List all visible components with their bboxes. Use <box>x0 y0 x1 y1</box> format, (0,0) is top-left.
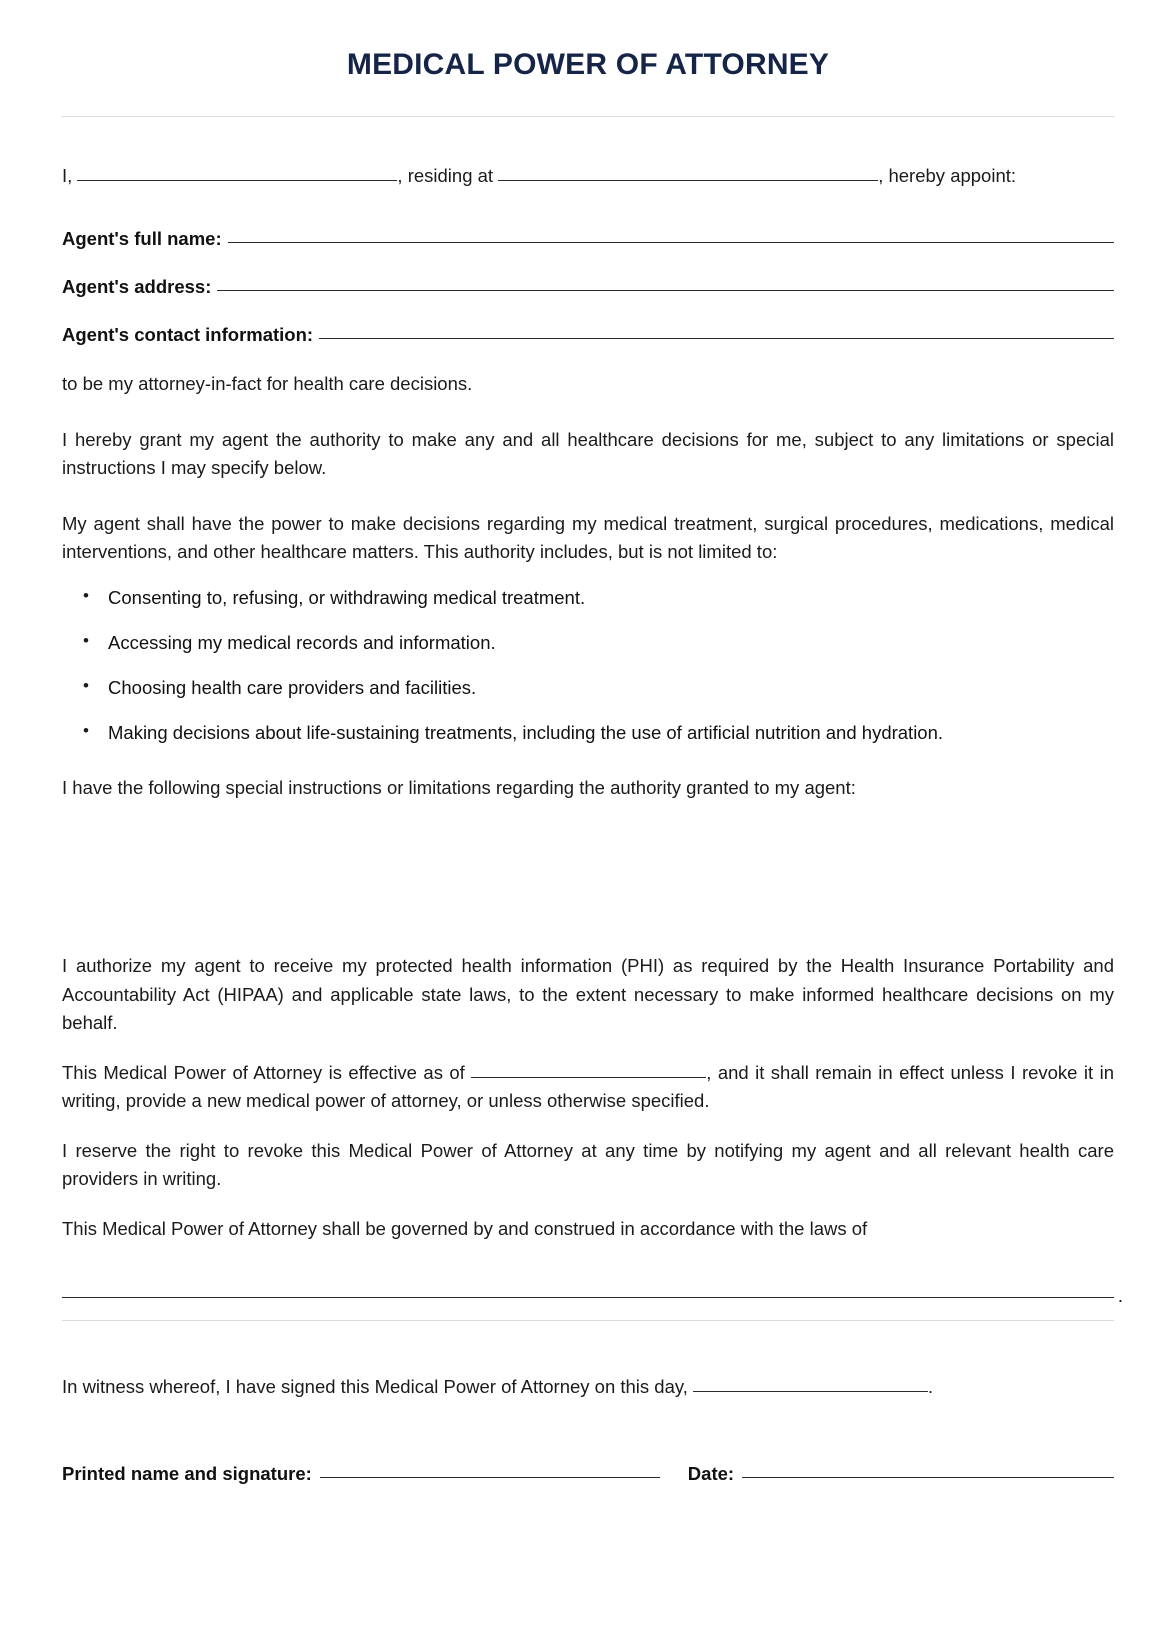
page-title: MEDICAL POWER OF ATTORNEY <box>346 48 830 81</box>
hipaa-paragraph: I authorize my agent to receive my protected health information (PHI) as required by the Health Insurance Portability and Accountability Act (HIPAA) and applicable state laws, to the extent necessary to make informed healthcare decisions on my behalf. <box>62 955 1114 1033</box>
declarant-name-blank[interactable] <box>77 167 397 181</box>
date-input[interactable] <box>742 1463 1114 1478</box>
effective-date-blank[interactable] <box>471 1064 706 1078</box>
special-instructions-area[interactable] <box>62 802 1114 952</box>
revocation-paragraph: I reserve the right to revoke this Medical Power of Attorney at any time by notifying my agent and all relevant health care providers in writing. <box>62 1139 1114 1190</box>
agent-address-input[interactable] <box>217 276 1114 291</box>
agent-contact-label: Agent's contact information: <box>62 323 314 345</box>
effective-date-paragraph <box>62 1059 1114 1115</box>
governing-law-blank[interactable] <box>62 1285 1123 1307</box>
effective-before: This Medical Power of Attorney is effective as of <box>62 1061 465 1083</box>
intro-suffix: , hereby appoint: <box>878 165 1017 186</box>
agent-contact-input[interactable] <box>319 324 1114 339</box>
header-divider <box>62 116 1114 117</box>
witness-statement <box>62 1373 1114 1401</box>
effective-after: , and it shall remain in effect unless I revoke it in writing, provide a new medical power of attorney, or unless otherwise specified. <box>62 1061 1114 1111</box>
special-instructions-prompt: I have the following special instructions or limitations regarding the authority granted to my agent: <box>62 777 856 799</box>
list-item: • Accessing my medical records and information. <box>100 629 1114 657</box>
agent-name-row <box>62 228 1114 250</box>
witness-after: . <box>928 1376 934 1398</box>
agent-address-row <box>62 276 1114 298</box>
agent-address-label: Agent's address: <box>62 275 212 297</box>
witness-date-blank[interactable] <box>693 1378 928 1392</box>
printed-name-signature-label: Printed name and signature: <box>62 1463 312 1485</box>
powers-intro-paragraph: My agent shall have the power to make decisions regarding my medical treatment, surgical procedures, medications, medical interventions, and other healthcare matters. This authority includes, but is not limited to: <box>62 513 1114 563</box>
attorney-in-fact-statement: to be my attorney-in-fact for health care decisions. <box>62 372 473 394</box>
governing-law-paragraph: This Medical Power of Attorney shall be governed by and construed in accordance with the laws of <box>62 1218 868 1240</box>
date-label: Date: <box>687 1463 735 1485</box>
governing-law-period: . <box>1117 1285 1123 1307</box>
witness-before: In witness whereof, I have signed this Medical Power of Attorney on this day, <box>62 1376 688 1398</box>
signature-row <box>62 1463 1114 1525</box>
powers-list <box>62 584 1114 746</box>
agent-contact-row <box>62 324 1114 346</box>
intro-prefix: I, <box>62 165 73 186</box>
agent-name-input[interactable] <box>228 228 1114 243</box>
list-item: • Consenting to, refusing, or withdrawing medical treatment. <box>100 584 1114 612</box>
declarant-address-blank[interactable] <box>498 167 878 181</box>
list-item: • Making decisions about life-sustaining treatments, including the use of artificial nutrition and hydration. <box>100 719 1114 747</box>
agent-fields <box>62 228 1114 346</box>
list-item: • Choosing health care providers and facilities. <box>100 674 1114 702</box>
footer-divider <box>62 1320 1114 1321</box>
grant-paragraph: I hereby grant my agent the authority to make any and all healthcare decisions for me, subject to any limitations or special instructions I may specify below. <box>62 428 1114 478</box>
intro-mid: , residing at <box>397 165 494 186</box>
agent-name-label: Agent's full name: <box>62 227 222 249</box>
printed-name-signature-input[interactable] <box>320 1463 660 1478</box>
declarant-intro-line <box>62 162 1114 190</box>
